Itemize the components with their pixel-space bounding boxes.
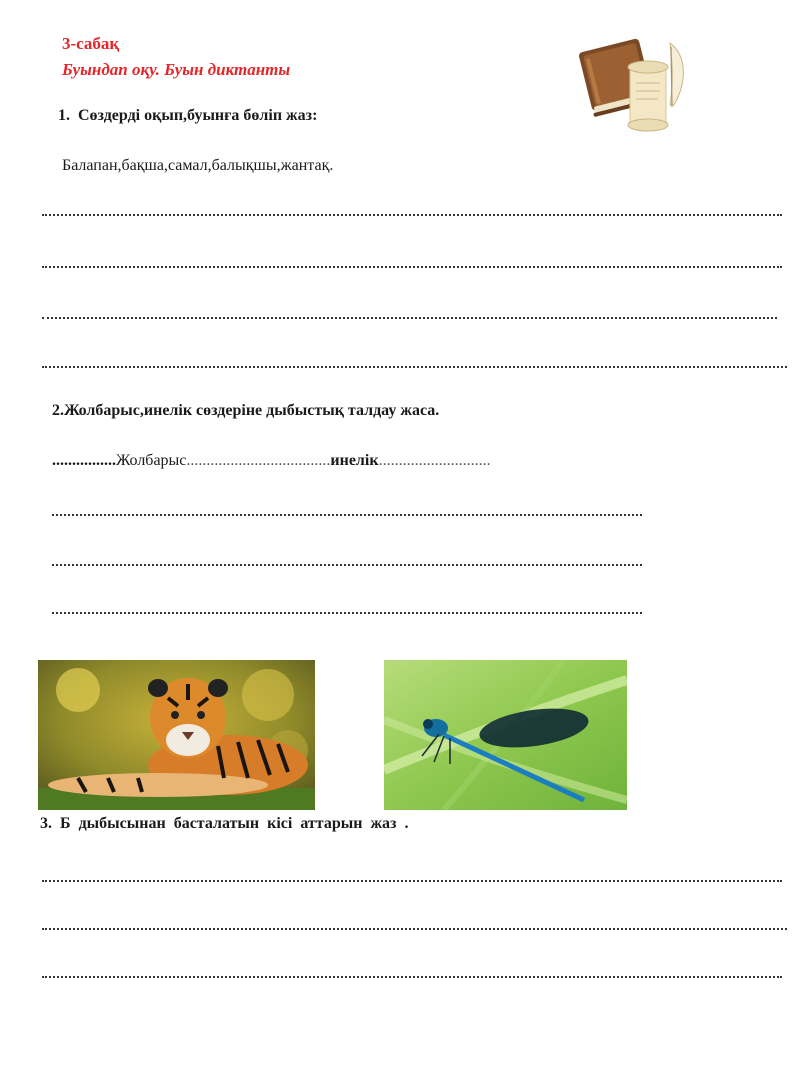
answer-line[interactable] bbox=[42, 266, 782, 268]
book-and-scroll-icon bbox=[578, 25, 698, 140]
word-inelik: инелік bbox=[330, 452, 379, 469]
task2-instruction: 2.Жолбарыс,инелік сөздеріне дыбыстық талдау жаса. bbox=[52, 402, 440, 419]
mid-dots: .................................... bbox=[186, 452, 331, 469]
answer-line[interactable] bbox=[52, 514, 642, 516]
task3-instruction: 3. Б дыбысынан басталатын кісі аттарын жаз . bbox=[40, 815, 409, 832]
answer-line[interactable] bbox=[42, 366, 787, 368]
answer-line[interactable] bbox=[42, 976, 782, 978]
lesson-title: Буындап оқу. Буын диктанты bbox=[62, 60, 291, 79]
answer-line[interactable] bbox=[52, 564, 642, 566]
task2-word-line bbox=[52, 452, 491, 470]
lead-dots: ................ bbox=[52, 452, 116, 469]
answer-line[interactable] bbox=[52, 612, 642, 614]
answer-line[interactable] bbox=[42, 880, 782, 882]
answer-line[interactable] bbox=[42, 317, 777, 319]
task1-text: Сөздерді оқып,буынға бөліп жаз: bbox=[78, 107, 318, 124]
task1-words: Балапан,бақша,самал,балықшы,жантақ. bbox=[62, 157, 334, 174]
tail-dots: ............................ bbox=[378, 452, 491, 469]
word-zholbarys: Жолбарыс bbox=[116, 452, 187, 469]
lesson-number: 3-сабақ bbox=[62, 34, 120, 53]
task1-number: 1. bbox=[58, 107, 70, 124]
dragonfly-photo bbox=[384, 660, 627, 810]
tiger-photo bbox=[38, 660, 315, 810]
answer-line[interactable] bbox=[42, 214, 782, 216]
task1-instruction bbox=[58, 107, 317, 125]
answer-line[interactable] bbox=[42, 928, 787, 930]
